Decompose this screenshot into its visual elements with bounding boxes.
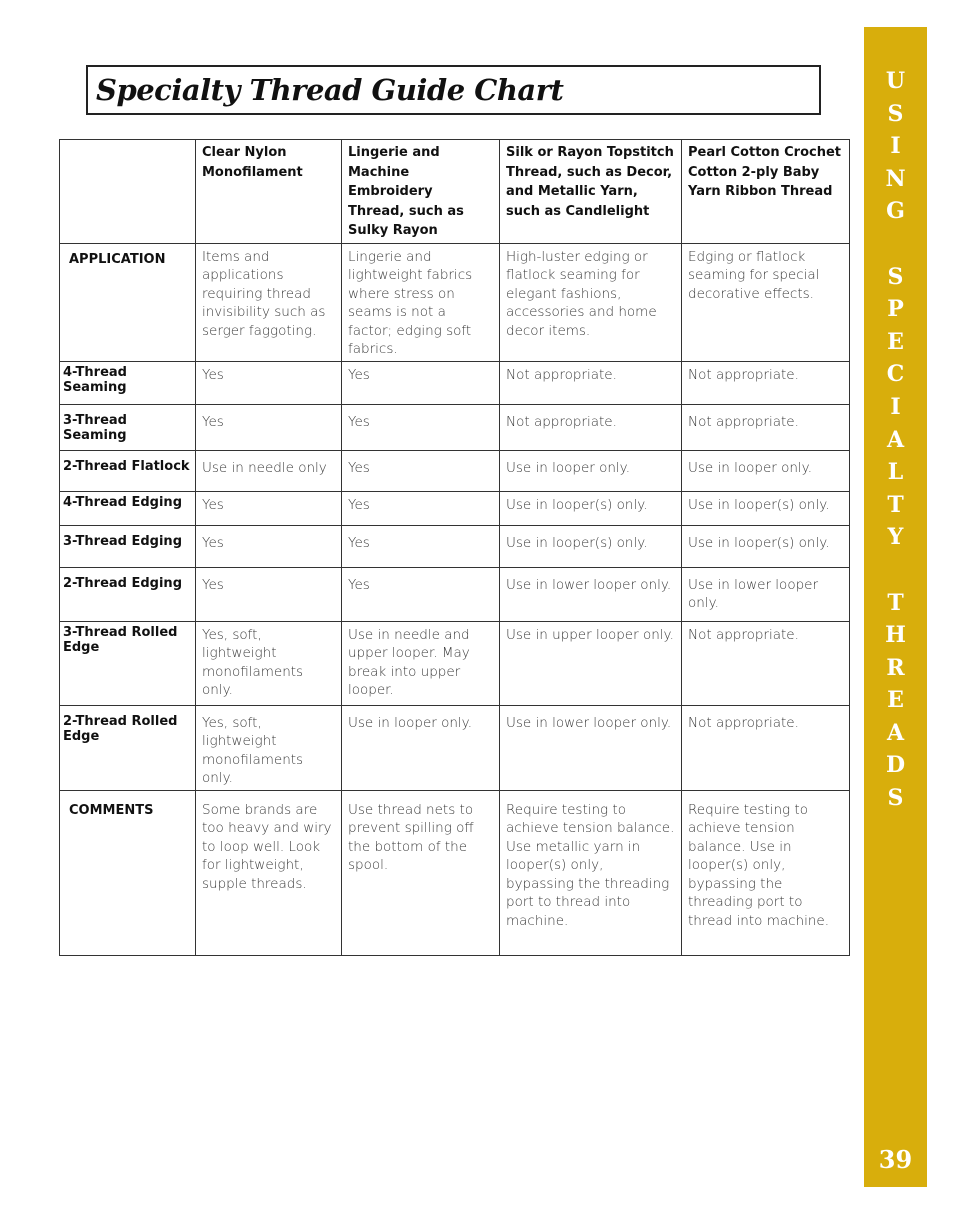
side-tab-letter: T <box>887 589 904 616</box>
row-label: COMMENTS <box>60 790 196 955</box>
side-tab-letter: S <box>887 263 904 290</box>
side-tab-letter: Y <box>887 524 904 551</box>
table-cell: Not appropriate. <box>500 361 682 404</box>
row-label: 3-Thread Edging <box>60 525 196 567</box>
title-box <box>86 65 821 115</box>
table-row <box>60 243 850 361</box>
table-row <box>60 404 850 450</box>
side-tab-letter: L <box>887 459 904 486</box>
table-cell: Yes <box>342 404 500 450</box>
side-tab-letter: E <box>887 687 904 714</box>
row-label: 4-Thread Edging <box>60 491 196 525</box>
side-tab-letter: I <box>890 133 901 160</box>
table-cell: Not appropriate. <box>682 361 850 404</box>
table-cell: Use in lower looper only. <box>682 567 850 621</box>
table-row <box>60 705 850 790</box>
side-tab-letter: S <box>887 785 904 812</box>
table-cell: Use in looper only. <box>682 450 850 491</box>
table-cell: Yes <box>196 361 342 404</box>
column-header: Pearl Cotton Crochet Cotton 2-ply Baby Yarn Ribbon Thread <box>682 140 850 244</box>
table-cell: Yes <box>342 567 500 621</box>
page-title: Specialty Thread Guide Chart <box>96 73 564 107</box>
table-cell: Yes <box>342 525 500 567</box>
corner-cell <box>60 140 196 244</box>
side-tab-letter: S <box>887 100 904 127</box>
row-label: 2-Thread Rolled Edge <box>60 705 196 790</box>
table-cell: Yes <box>342 361 500 404</box>
table-cell: Yes, soft, lightweight monofilaments only. <box>196 705 342 790</box>
side-tab-letter: T <box>887 491 904 518</box>
side-tab-letter: N <box>885 165 906 192</box>
table-cell: Yes, soft, lightweight monofilaments only. <box>196 621 342 705</box>
table-cell: Require testing to achieve tension balance. Use in looper(s) only, bypassing the threading port to thread into machine. <box>682 790 850 955</box>
section-side-tab <box>864 27 927 1187</box>
table-cell: Use in looper only. <box>500 450 682 491</box>
table-cell: Lingerie and lightweight fabrics where stress on seams is not a factor; edging soft fabrics. <box>342 243 500 361</box>
table-cell: Not appropriate. <box>682 621 850 705</box>
section-tab-label <box>864 65 927 815</box>
column-header: Clear Nylon Monofilament <box>196 140 342 244</box>
side-tab-letter <box>864 554 927 587</box>
table-cell: Use in looper(s) only. <box>500 491 682 525</box>
side-tab-letter: R <box>886 654 905 681</box>
table-row <box>60 621 850 705</box>
row-label: 2-Thread Edging <box>60 567 196 621</box>
table-cell: Not appropriate. <box>682 404 850 450</box>
table-cell: High-luster edging or flatlock seaming for elegant fashions, accessories and home decor items. <box>500 243 682 361</box>
row-label: APPLICATION <box>60 243 196 361</box>
thread-guide-table <box>59 139 850 956</box>
table-cell: Use thread nets to prevent spilling off the bottom of the spool. <box>342 790 500 955</box>
page-number: 39 <box>878 1145 913 1174</box>
table-cell: Use in lower looper only. <box>500 567 682 621</box>
table-cell: Use in looper only. <box>342 705 500 790</box>
side-tab-letter: A <box>886 426 905 453</box>
side-tab-letter: A <box>886 719 905 746</box>
table-row <box>60 790 850 955</box>
table-cell: Yes <box>342 491 500 525</box>
table-cell: Yes <box>342 450 500 491</box>
table-cell: Yes <box>196 491 342 525</box>
table-row <box>60 361 850 404</box>
header-row <box>60 140 850 244</box>
column-header: Lingerie and Machine Embroidery Thread, such as Sulky Rayon <box>342 140 500 244</box>
table-cell: Use in looper(s) only. <box>682 525 850 567</box>
row-label: 2-Thread Flatlock <box>60 450 196 491</box>
side-tab-letter: C <box>886 361 905 388</box>
table-cell: Not appropriate. <box>682 705 850 790</box>
side-tab-letter: P <box>887 296 904 323</box>
table-cell: Use in looper(s) only. <box>682 491 850 525</box>
side-tab-letter: H <box>885 622 906 649</box>
table-cell: Some brands are too heavy and wiry to loop well. Look for lightweight, supple threads. <box>196 790 342 955</box>
table-cell: Edging or flatlock seaming for special decorative effects. <box>682 243 850 361</box>
table-cell: Not appropriate. <box>500 404 682 450</box>
table-row <box>60 525 850 567</box>
row-label: 3-Thread Rolled Edge <box>60 621 196 705</box>
table-cell: Use in needle only <box>196 450 342 491</box>
column-header: Silk or Rayon Topstitch Thread, such as Decor, and Metallic Yarn, such as Candlelight <box>500 140 682 244</box>
side-tab-letter: D <box>885 752 906 779</box>
table-cell: Yes <box>196 404 342 450</box>
table-cell: Items and applications requiring thread invisibility such as serger faggoting. <box>196 243 342 361</box>
table-cell: Use in upper looper only. <box>500 621 682 705</box>
side-tab-letter: U <box>885 68 906 94</box>
table-cell: Require testing to achieve tension balance. Use metallic yarn in looper(s) only, bypassing the threading port to thread into machine. <box>500 790 682 955</box>
table-row <box>60 450 850 491</box>
table-cell: Use in needle and upper looper. May break into upper looper. <box>342 621 500 705</box>
side-tab-letter: E <box>887 328 904 355</box>
table-cell: Use in lower looper only. <box>500 705 682 790</box>
side-tab-letter: G <box>886 198 905 225</box>
table-cell: Yes <box>196 525 342 567</box>
table-cell: Yes <box>196 567 342 621</box>
table-row <box>60 491 850 525</box>
table-row <box>60 567 850 621</box>
row-label: 4-Thread Seaming <box>60 361 196 404</box>
side-tab-letter: I <box>890 393 901 420</box>
table-cell: Use in looper(s) only. <box>500 525 682 567</box>
row-label: 3-Thread Seaming <box>60 404 196 450</box>
side-tab-letter <box>864 228 927 261</box>
